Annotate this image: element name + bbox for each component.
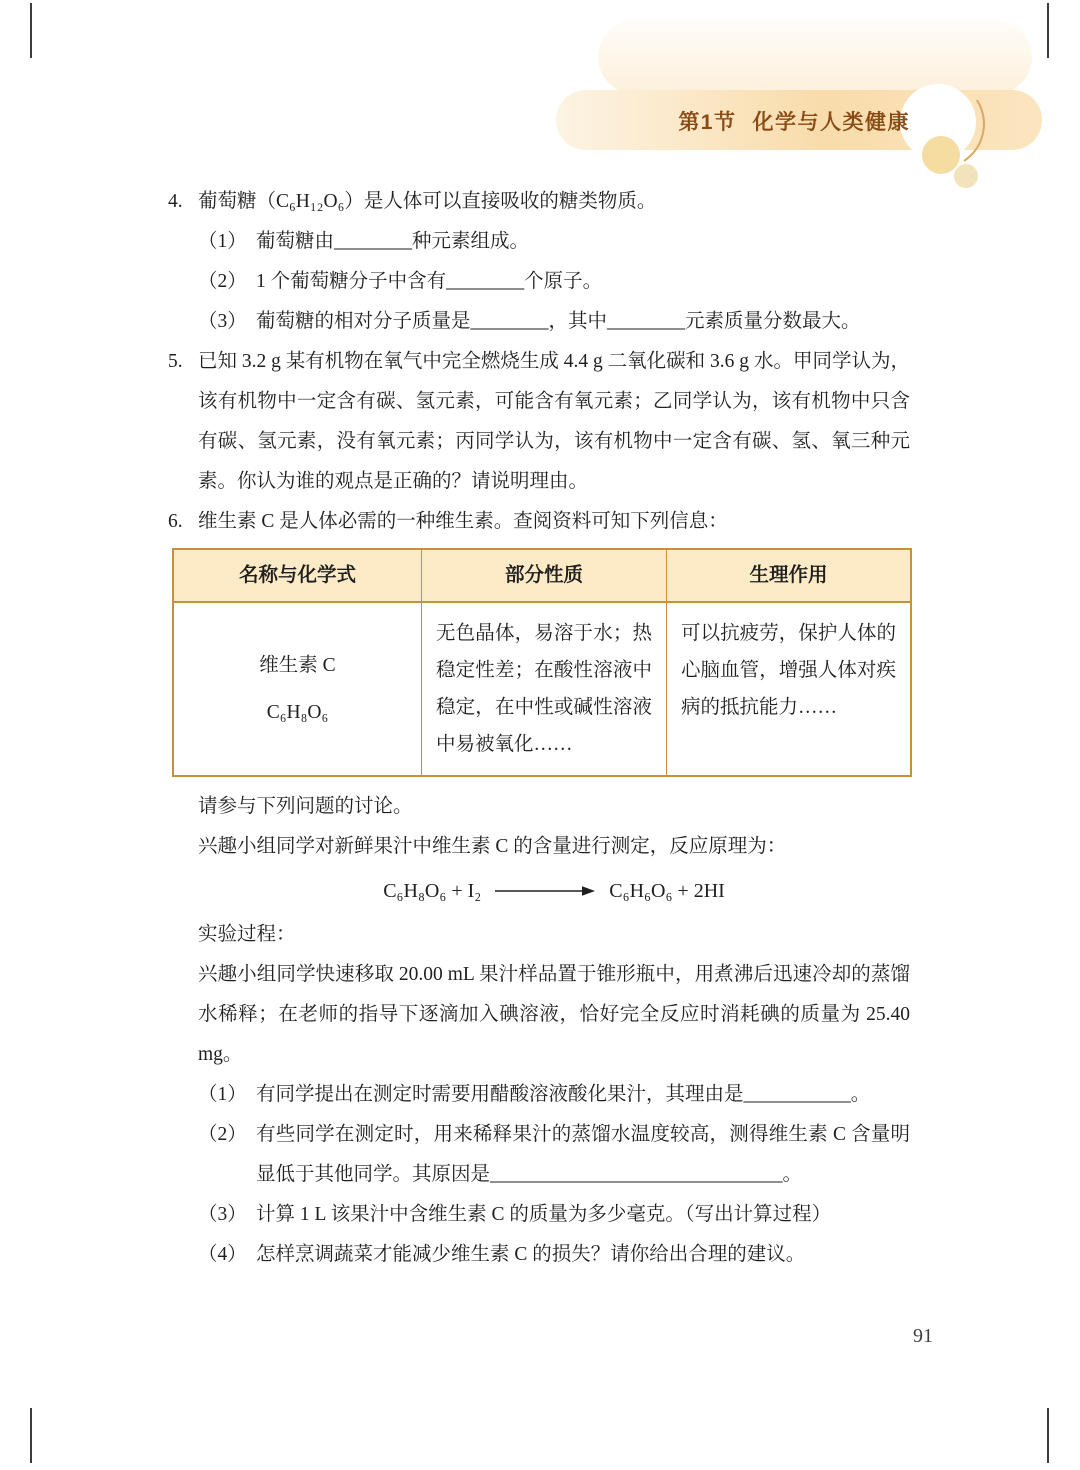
header-decoration-dot: [954, 164, 978, 188]
discussion-question-2: [198, 1115, 910, 1195]
equation-right: C₆H₆O₆ + 2HI: [609, 880, 725, 902]
sub-question-text: 计算 1 L 该果汁中含维生素 C 的质量为多少毫克。（写出计算过程）: [256, 1204, 832, 1225]
sub-question-marker: （3）: [198, 1204, 247, 1225]
table-cell-properties: 无色晶体，易溶于水；热稳定性差；在酸性溶液中稳定，在中性或碱性溶液中易被氧化……: [422, 603, 667, 775]
crop-mark: [30, 3, 32, 58]
vitamin-c-table: [172, 548, 912, 777]
sub-question-text: 葡萄糖的相对分子质量是________，其中________元素质量分数最大。: [256, 311, 861, 332]
crop-mark: [1047, 1408, 1049, 1463]
question-5-text: 已知 3.2 g 某有机物在氧气中完全燃烧生成 4.4 g 二氧化碳和 3.6 g 水。甲同学认为，该有机物中一定含有碳、氢元素，可能含有氧元素；乙同学认为，该有机物中只含有碳、氢元素，没有氧元素；丙同学认为，该有机物中一定含有碳、氢、氧三种元素。你认为谁的观点是正确的？请说明理由。: [198, 351, 910, 492]
table-header-cell: 名称与化学式: [174, 550, 422, 603]
question-4: [168, 182, 910, 342]
question-4-number: 4.: [168, 191, 183, 212]
vitamin-formula: C₆H₈O₆: [266, 702, 329, 723]
sub-question: [198, 262, 910, 302]
sub-question: [198, 222, 910, 262]
sub-question-text: 有同学提出在测定时需要用醋酸溶液酸化果汁，其理由是___________。: [256, 1084, 871, 1105]
question-5: [168, 342, 910, 502]
sub-question-marker: （1）: [198, 1084, 247, 1105]
reaction-equation: [198, 867, 910, 915]
process-text: 兴趣小组同学快速移取 20.00 mL 果汁样品置于锥形瓶中，用煮沸后迅速冷却的蒸馏水稀释；在老师的指导下逐滴加入碘溶液，恰好完全反应时消耗碘的质量为 25.40 mg。: [198, 964, 910, 1065]
crop-mark: [30, 1408, 32, 1463]
sub-question-marker: （3）: [198, 311, 247, 332]
question-5-number: 5.: [168, 351, 183, 372]
table-header-cell: 生理作用: [667, 550, 910, 603]
sub-question-marker: （1）: [198, 231, 247, 252]
sub-question-text: 怎样烹调蔬菜才能减少维生素 C 的损失？请你给出合理的建议。: [256, 1244, 806, 1265]
question-6: [168, 502, 910, 542]
process-label: 实验过程：: [198, 924, 296, 945]
sub-question-marker: （2）: [198, 1124, 247, 1145]
sub-question-text: 葡萄糖由________种元素组成。: [256, 231, 530, 252]
discussion-question-1: [198, 1075, 910, 1115]
question-6-text: 维生素 C 是人体必需的一种维生素。查阅资料可知下列信息：: [198, 511, 728, 532]
section-number: 第1节: [678, 111, 737, 134]
crop-mark: [1047, 3, 1049, 58]
sub-question-marker: （4）: [198, 1244, 247, 1265]
header-decoration-soft-band: [598, 20, 1032, 94]
table-cell-name: [174, 603, 422, 775]
section-header: [500, 106, 910, 136]
section-title: 化学与人类健康: [752, 111, 910, 134]
equation-left: C₆H₈O₆ + I₂: [383, 880, 482, 902]
sub-question-marker: （2）: [198, 271, 247, 292]
sub-question-text: 1 个葡萄糖分子中含有________个原子。: [256, 271, 603, 292]
discussion-question-4: [198, 1235, 910, 1275]
question-4-text: 葡萄糖（C₆H₁₂O₆）是人体可以直接吸收的糖类物质。: [198, 191, 657, 212]
table-header-cell: 部分性质: [422, 550, 667, 603]
discussion-context: 兴趣小组同学对新鲜果汁中维生素 C 的含量进行测定，反应原理为：: [198, 836, 787, 857]
page-number: 91: [913, 1325, 933, 1347]
question-6-number: 6.: [168, 511, 183, 532]
discussion-question-3: [198, 1195, 910, 1235]
question-4-body: [198, 182, 910, 342]
vitamin-name: 维生素 C: [259, 655, 336, 676]
page-content: [168, 182, 910, 1275]
reaction-arrow-icon: [495, 885, 595, 897]
discussion-intro: 请参与下列问题的讨论。: [198, 796, 413, 817]
header-decoration-dot: [922, 136, 960, 174]
table-cell-function: 可以抗疲劳，保护人体的心脑血管，增强人体对疾病的抵抗能力……: [681, 623, 896, 718]
sub-question: [198, 302, 910, 342]
sub-question-text: 有些同学在测定时，用来稀释果汁的蒸馏水温度较高，测得维生素 C 含量明显低于其他同学。其原因是______________________________。: [256, 1124, 910, 1185]
